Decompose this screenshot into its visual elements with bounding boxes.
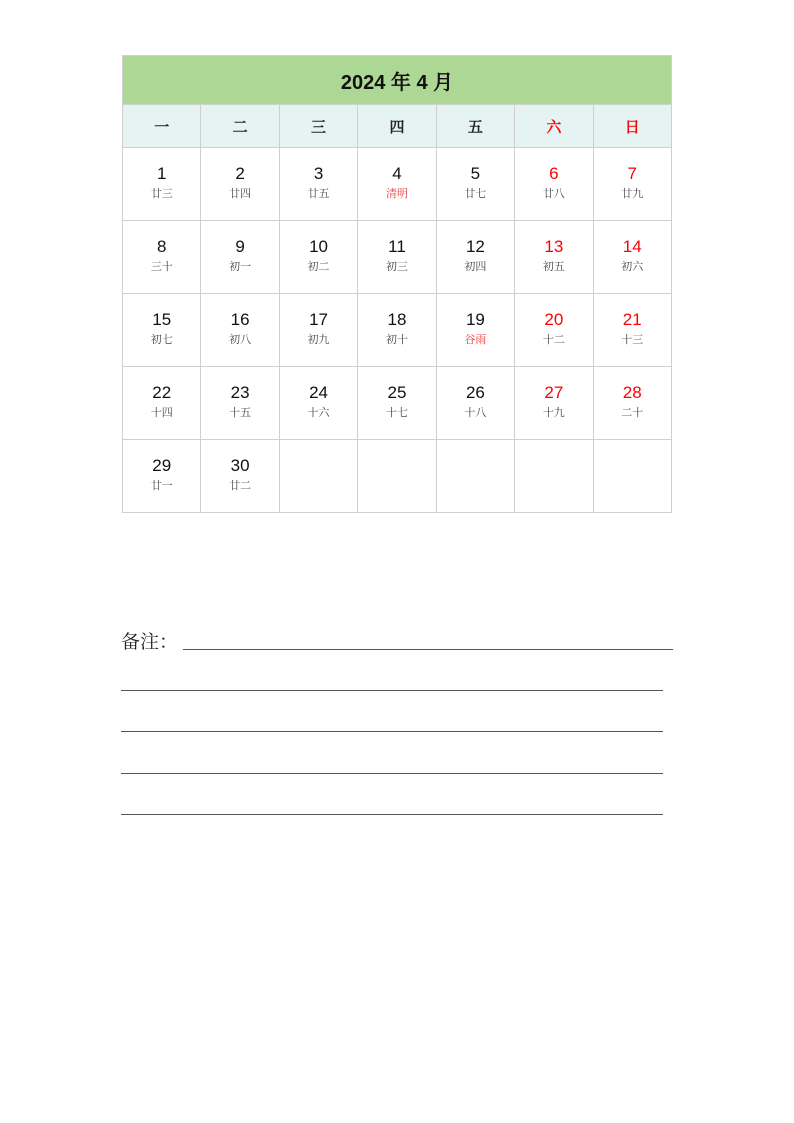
notes-line-1[interactable] [183, 649, 673, 650]
solar-term-label: 清明 [385, 187, 408, 200]
day-number: 3 [313, 164, 324, 183]
lunar-date: 三十 [150, 260, 173, 273]
notes-line-4[interactable] [121, 773, 663, 774]
weekday-header-row [123, 105, 672, 148]
day-number: 9 [235, 237, 245, 256]
day-number: 11 [388, 237, 406, 256]
calendar-week-row [123, 221, 672, 294]
weekday-4: 四 [358, 105, 436, 148]
day-number: 26 [465, 383, 485, 402]
day-cell[interactable] [279, 294, 357, 367]
day-cell[interactable] [201, 148, 279, 221]
lunar-date: 初三 [385, 260, 408, 273]
lunar-date: 初一 [229, 260, 252, 273]
day-number: 30 [230, 456, 250, 475]
day-number: 1 [156, 164, 167, 183]
lunar-date: 十二 [542, 333, 565, 346]
empty-day-cell [279, 440, 357, 513]
day-number: 21 [622, 310, 642, 329]
empty-day-cell [593, 440, 671, 513]
day-cell[interactable] [123, 294, 201, 367]
weekday-7: 日 [593, 105, 671, 148]
day-cell[interactable] [201, 367, 279, 440]
day-cell[interactable] [593, 367, 671, 440]
calendar-week-row [123, 440, 672, 513]
lunar-date: 初五 [542, 260, 565, 273]
day-number: 25 [387, 383, 407, 402]
lunar-date: 廿七 [464, 187, 487, 200]
weekday-6: 六 [515, 105, 593, 148]
day-cell[interactable] [358, 367, 436, 440]
lunar-date: 十四 [150, 406, 173, 419]
day-number: 10 [309, 237, 329, 256]
day-cell[interactable] [515, 221, 593, 294]
day-number: 27 [544, 383, 564, 402]
lunar-date: 初六 [621, 260, 644, 273]
lunar-date: 十七 [385, 406, 408, 419]
day-number: 16 [230, 310, 250, 329]
day-cell[interactable] [593, 221, 671, 294]
lunar-date: 初二 [307, 260, 330, 273]
notes-line-3[interactable] [121, 731, 663, 732]
notes-label: 备注： [121, 631, 179, 653]
notes-line-2[interactable] [121, 690, 663, 691]
day-cell[interactable] [436, 294, 514, 367]
day-cell[interactable] [436, 221, 514, 294]
day-cell[interactable] [593, 294, 671, 367]
day-number: 28 [622, 383, 642, 402]
lunar-date: 廿四 [229, 187, 252, 200]
day-number: 7 [627, 164, 637, 183]
lunar-date: 廿二 [229, 479, 252, 492]
calendar-body [123, 148, 672, 513]
day-cell[interactable] [201, 294, 279, 367]
lunar-date: 十九 [542, 406, 565, 419]
day-cell[interactable] [201, 440, 279, 513]
lunar-date: 初九 [307, 333, 330, 346]
lunar-date: 十六 [307, 406, 330, 419]
calendar-title: 2024 年 4 月 [123, 56, 672, 105]
empty-day-cell [436, 440, 514, 513]
lunar-date: 廿五 [307, 187, 330, 200]
lunar-date: 初八 [229, 333, 252, 346]
day-cell[interactable] [123, 148, 201, 221]
day-number: 17 [309, 310, 329, 329]
weekday-5: 五 [436, 105, 514, 148]
day-number: 20 [544, 310, 564, 329]
lunar-date: 初七 [150, 333, 173, 346]
lunar-date: 廿一 [150, 479, 173, 492]
day-cell[interactable] [436, 367, 514, 440]
empty-day-cell [515, 440, 593, 513]
day-cell[interactable] [515, 367, 593, 440]
day-cell[interactable] [123, 367, 201, 440]
weekday-3: 三 [279, 105, 357, 148]
day-number: 5 [470, 164, 481, 183]
day-number: 29 [152, 456, 172, 475]
day-cell[interactable] [279, 367, 357, 440]
calendar-week-row [123, 367, 672, 440]
day-cell[interactable] [358, 294, 436, 367]
day-number: 13 [544, 237, 564, 256]
lunar-date: 十八 [464, 406, 487, 419]
day-number: 22 [152, 383, 172, 402]
day-number: 19 [465, 310, 485, 329]
day-number: 6 [549, 164, 559, 183]
day-number: 4 [392, 164, 402, 183]
weekday-2: 二 [201, 105, 279, 148]
notes-line-5[interactable] [121, 814, 663, 815]
day-cell[interactable] [279, 148, 357, 221]
lunar-date: 十五 [229, 406, 252, 419]
lunar-date: 廿九 [621, 187, 644, 200]
solar-term-label: 谷雨 [464, 333, 487, 346]
day-number: 12 [465, 237, 485, 256]
day-cell[interactable] [593, 148, 671, 221]
day-number: 18 [387, 310, 407, 329]
day-cell[interactable] [358, 221, 436, 294]
day-cell[interactable] [515, 294, 593, 367]
lunar-date: 廿三 [150, 187, 173, 200]
lunar-date: 二十 [621, 406, 644, 419]
lunar-date: 初十 [385, 333, 408, 346]
day-cell[interactable] [123, 221, 201, 294]
day-number: 14 [622, 237, 642, 256]
day-cell[interactable] [123, 440, 201, 513]
weekday-1: 一 [123, 105, 201, 148]
calendar-week-row [123, 294, 672, 367]
day-cell[interactable] [436, 148, 514, 221]
day-number: 8 [156, 237, 167, 256]
lunar-date: 初四 [464, 260, 487, 273]
day-number: 24 [309, 383, 329, 402]
day-number: 15 [152, 310, 172, 329]
day-cell[interactable] [201, 221, 279, 294]
empty-day-cell [358, 440, 436, 513]
day-cell[interactable] [279, 221, 357, 294]
day-cell[interactable] [358, 148, 436, 221]
day-cell[interactable] [515, 148, 593, 221]
calendar-table [122, 55, 672, 513]
day-number: 23 [230, 383, 250, 402]
day-number: 2 [235, 164, 245, 183]
calendar-week-row [123, 148, 672, 221]
lunar-date: 廿八 [542, 187, 565, 200]
lunar-date: 十三 [621, 333, 644, 346]
